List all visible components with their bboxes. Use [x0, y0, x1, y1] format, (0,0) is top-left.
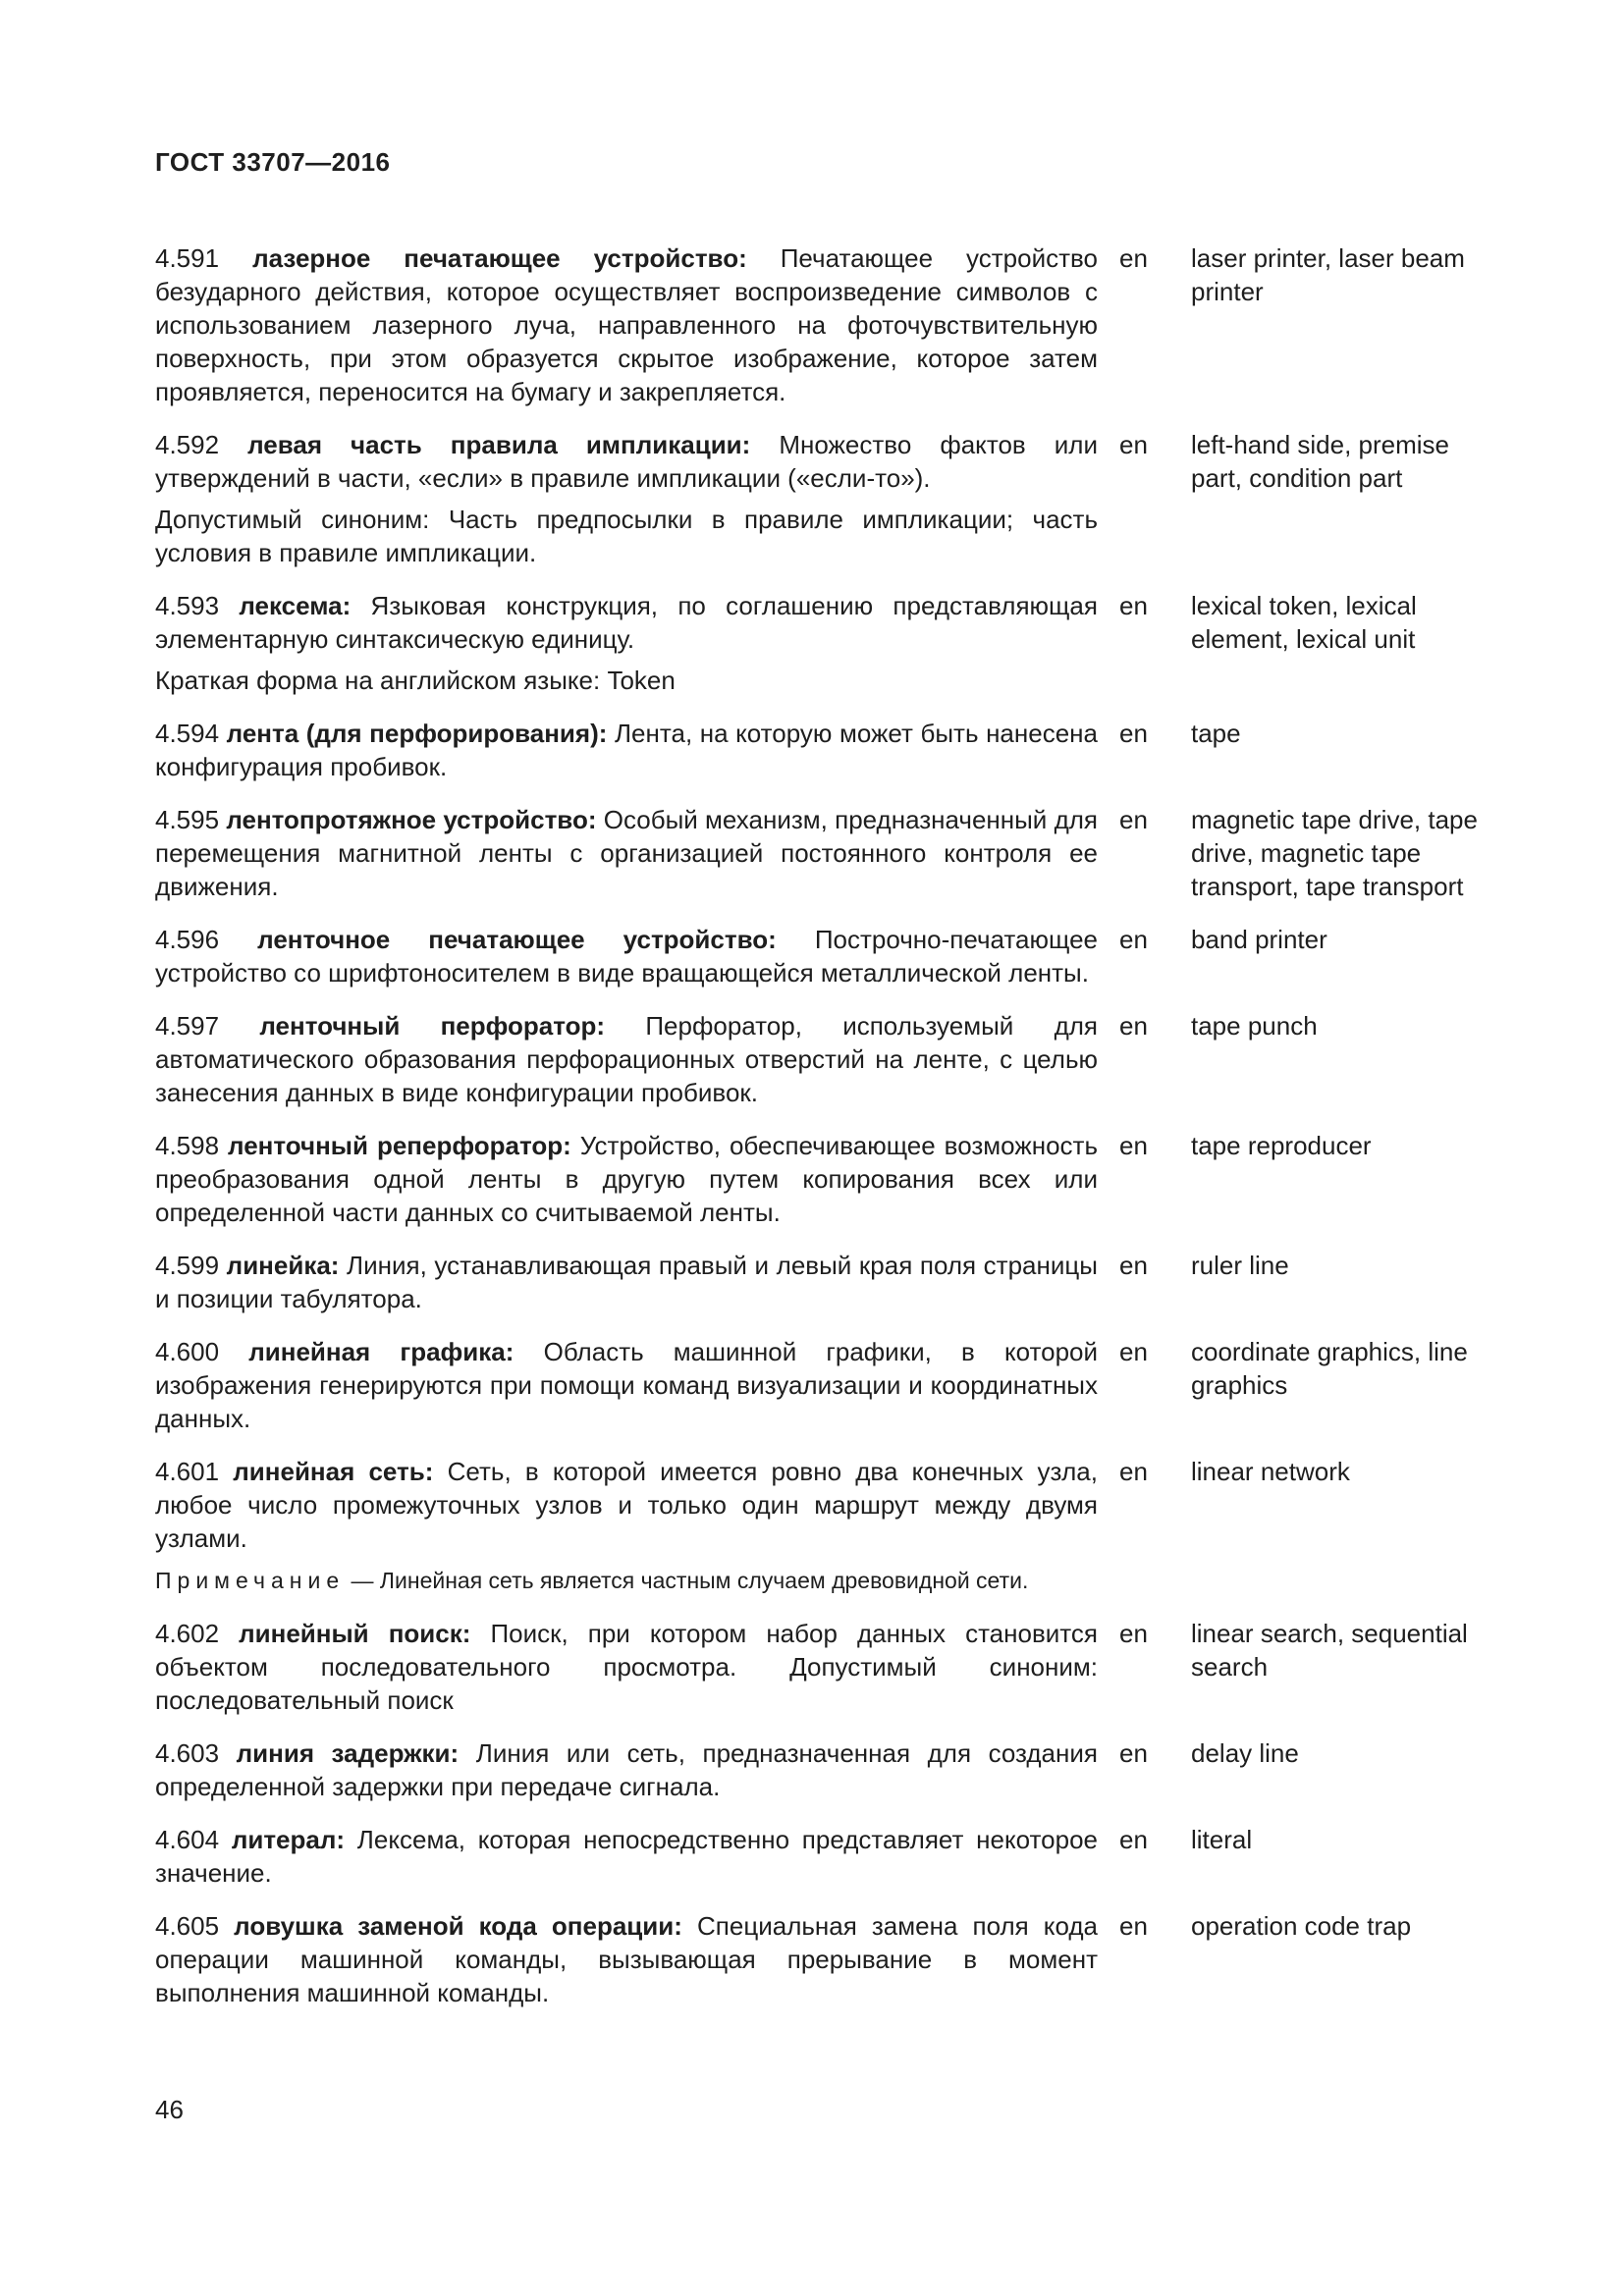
definition-text: Построчно-печатающее устройство со шрифтоносителем в виде вращающейся металлической ленты.	[155, 925, 1098, 988]
definition-text: Множество фактов или утверждений в части, «если» в правиле импликации («если-то»).	[155, 430, 1098, 493]
document-header: ГОСТ 33707—2016	[155, 147, 391, 177]
term-name: линейная сеть:	[233, 1457, 434, 1486]
term-entry	[155, 1909, 1486, 2009]
term-ru-column	[155, 241, 1098, 408]
term-name: левая часть правила импликации:	[247, 430, 751, 459]
term-name: линейка:	[226, 1251, 340, 1280]
term-definition	[155, 1009, 1098, 1109]
definition-text: Лексема, которая непосредственно представляет некоторое значение.	[155, 1825, 1099, 1888]
english-equivalent: coordinate graphics, line graphics	[1191, 1337, 1468, 1400]
term-ru-column	[155, 1617, 1098, 1717]
term-ru-column	[155, 1823, 1098, 1890]
language-code: en	[1119, 1457, 1148, 1486]
definition-text: Линия или сеть, предназначенная для создания определенной задержки при передаче сигнала.	[155, 1738, 1098, 1801]
page-number: 46	[155, 2095, 184, 2124]
term-definition	[155, 1617, 1098, 1717]
english-equivalent: tape reproducer	[1191, 1131, 1372, 1160]
language-code: en	[1119, 1738, 1148, 1768]
term-entry	[155, 428, 1486, 569]
term-number: 4.603	[155, 1738, 220, 1768]
note-text: — Линейная сеть является частным случаем древовидной сети.	[345, 1568, 1029, 1593]
definition-text: Лента, на которую может быть нанесена конфигурация пробивок.	[155, 719, 1098, 781]
term-name: ленточный реперфоратор:	[228, 1131, 571, 1160]
term-number: 4.592	[155, 430, 220, 459]
language-code: en	[1119, 1011, 1148, 1041]
english-equivalent: left-hand side, premise part, condition part	[1191, 430, 1450, 493]
language-code: en	[1119, 591, 1148, 620]
term-definition	[155, 1823, 1098, 1890]
english-equivalent: literal	[1191, 1825, 1253, 1854]
language-code: en	[1119, 1251, 1148, 1280]
term-entry	[155, 1617, 1486, 1717]
term-entry	[155, 1736, 1486, 1803]
term-definition	[155, 1736, 1098, 1803]
english-equivalent: lexical token, lexical element, lexical unit	[1191, 591, 1417, 654]
language-code: en	[1119, 1825, 1148, 1854]
term-number: 4.601	[155, 1457, 220, 1486]
term-entry	[155, 803, 1486, 903]
term-definition	[155, 428, 1098, 495]
term-entry	[155, 1009, 1486, 1109]
definition-text: Особый механизм, предназначенный для перемещения магнитной ленты с организацией постоянного контроля ее движения.	[155, 805, 1098, 901]
english-equivalent: tape punch	[1191, 1011, 1318, 1041]
term-name: лентопротяжное устройство:	[226, 805, 597, 834]
term-name: линейная графика:	[248, 1337, 514, 1366]
definition-text: Языковая конструкция, по соглашению представляющая элементарную синтаксическую единицу.	[155, 591, 1098, 654]
term-number: 4.596	[155, 925, 220, 954]
term-ru-column	[155, 803, 1098, 903]
term-number: 4.598	[155, 1131, 220, 1160]
term-definition	[155, 923, 1098, 989]
term-ru-column	[155, 1736, 1098, 1803]
language-code: en	[1119, 430, 1148, 459]
term-definition	[155, 1335, 1098, 1435]
term-entry	[155, 923, 1486, 989]
term-entry	[155, 589, 1486, 697]
term-ru-column	[155, 1455, 1098, 1597]
term-name: лексема:	[239, 591, 352, 620]
term-entry	[155, 717, 1486, 783]
language-code: en	[1119, 1337, 1148, 1366]
term-number: 4.604	[155, 1825, 220, 1854]
term-entry	[155, 1823, 1486, 1890]
definition-text: Линия, устанавливающая правый и левый края поля страницы и позиции табулятора.	[155, 1251, 1098, 1313]
term-number: 4.602	[155, 1619, 220, 1648]
term-name: ленточное печатающее устройство:	[257, 925, 777, 954]
short-form-text: Краткая форма на английском языке: Token	[155, 666, 676, 695]
term-name: лазерное печатающее устройство:	[252, 243, 747, 273]
term-entry	[155, 1335, 1486, 1435]
term-name: лента (для перфорирования):	[226, 719, 608, 748]
term-definition	[155, 1129, 1098, 1229]
synonym-text: Допустимый синоним: Часть предпосылки в правиле импликации; часть условия в правиле импликации.	[155, 505, 1098, 567]
term-definition	[155, 1455, 1098, 1555]
definition-text: Сеть, в которой имеется ровно два конечных узла, любое число промежуточных узлов и только один маршрут между двумя узлами.	[155, 1457, 1098, 1553]
term-ru-column	[155, 1009, 1098, 1109]
term-number: 4.594	[155, 719, 220, 748]
term-ru-column	[155, 589, 1098, 697]
term-number: 4.591	[155, 243, 220, 273]
definition-text: Печатающее устройство безударного действия, которое осуществляет воспроизведение символов с использованием лазерного луча, направленного на фоточувствительную поверхность, при этом образуется скрытое изображение, которое затем проявляется, переносится на бумагу и закрепляется.	[155, 243, 1098, 406]
term-definition	[155, 717, 1098, 783]
english-equivalent: ruler line	[1191, 1251, 1289, 1280]
term-ru-column	[155, 1249, 1098, 1315]
note	[155, 1563, 1098, 1597]
term-definition	[155, 589, 1098, 656]
term-entry	[155, 1249, 1486, 1315]
term-name: литерал:	[231, 1825, 346, 1854]
term-entry	[155, 1455, 1486, 1597]
term-name: ленточный перфоратор:	[259, 1011, 606, 1041]
language-code: en	[1119, 719, 1148, 748]
term-number: 4.597	[155, 1011, 220, 1041]
english-equivalent: magnetic tape drive, tape drive, magnetic tape transport, tape transport	[1191, 805, 1478, 901]
language-code: en	[1119, 1619, 1148, 1648]
definition-text: Область машинной графики, в которой изображения генерируются при помощи команд визуализации и координатных данных.	[155, 1337, 1099, 1433]
term-name: ловушка заменой кода операции:	[234, 1911, 682, 1941]
language-code: en	[1119, 1131, 1148, 1160]
term-number: 4.593	[155, 591, 220, 620]
term-definition	[155, 1909, 1098, 2009]
english-equivalent: delay line	[1191, 1738, 1299, 1768]
term-ru-column	[155, 1129, 1098, 1229]
note-label: Примечание	[155, 1568, 346, 1593]
term-ru-column	[155, 717, 1098, 783]
language-code: en	[1119, 805, 1148, 834]
term-ru-column	[155, 1335, 1098, 1435]
english-equivalent: tape	[1191, 719, 1241, 748]
language-code: en	[1119, 925, 1148, 954]
term-definition	[155, 1249, 1098, 1315]
term-number: 4.595	[155, 805, 220, 834]
term-ru-column	[155, 923, 1098, 989]
term-definition	[155, 803, 1098, 903]
term-number: 4.599	[155, 1251, 220, 1280]
term-name: линия задержки:	[236, 1738, 460, 1768]
english-equivalent: operation code trap	[1191, 1911, 1412, 1941]
term-number: 4.600	[155, 1337, 220, 1366]
english-equivalent: laser printer, laser beam printer	[1191, 243, 1465, 306]
english-equivalent: linear network	[1191, 1457, 1350, 1486]
term-number: 4.605	[155, 1911, 220, 1941]
english-equivalent: band printer	[1191, 925, 1327, 954]
definition-text: Поиск, при котором набор данных становится объектом последовательного просмотра. Допустимый синоним: последовательный поиск	[155, 1619, 1098, 1715]
definition-text: Перфоратор, используемый для автоматического образования перфорационных отверстий на ленте, с целью занесения данных в виде конфигурации пробивок.	[155, 1011, 1098, 1107]
term-definition	[155, 241, 1098, 408]
term-entry	[155, 241, 1486, 408]
definition-text: Устройство, обеспечивающее возможность преобразования одной ленты в другую путем копирования всех или определенной части данных со считываемой ленты.	[155, 1131, 1098, 1227]
term-ru-column	[155, 1909, 1098, 2009]
term-name: линейный поиск:	[239, 1619, 471, 1648]
term-list	[155, 241, 1486, 2029]
term-entry	[155, 1129, 1486, 1229]
language-code: en	[1119, 1911, 1148, 1941]
definition-text: Специальная замена поля кода операции машинной команды, вызывающая прерывание в момент выполнения машинной команды.	[155, 1911, 1098, 2007]
term-ru-column	[155, 428, 1098, 569]
language-code: en	[1119, 243, 1148, 273]
english-equivalent: linear search, sequential search	[1191, 1619, 1468, 1682]
